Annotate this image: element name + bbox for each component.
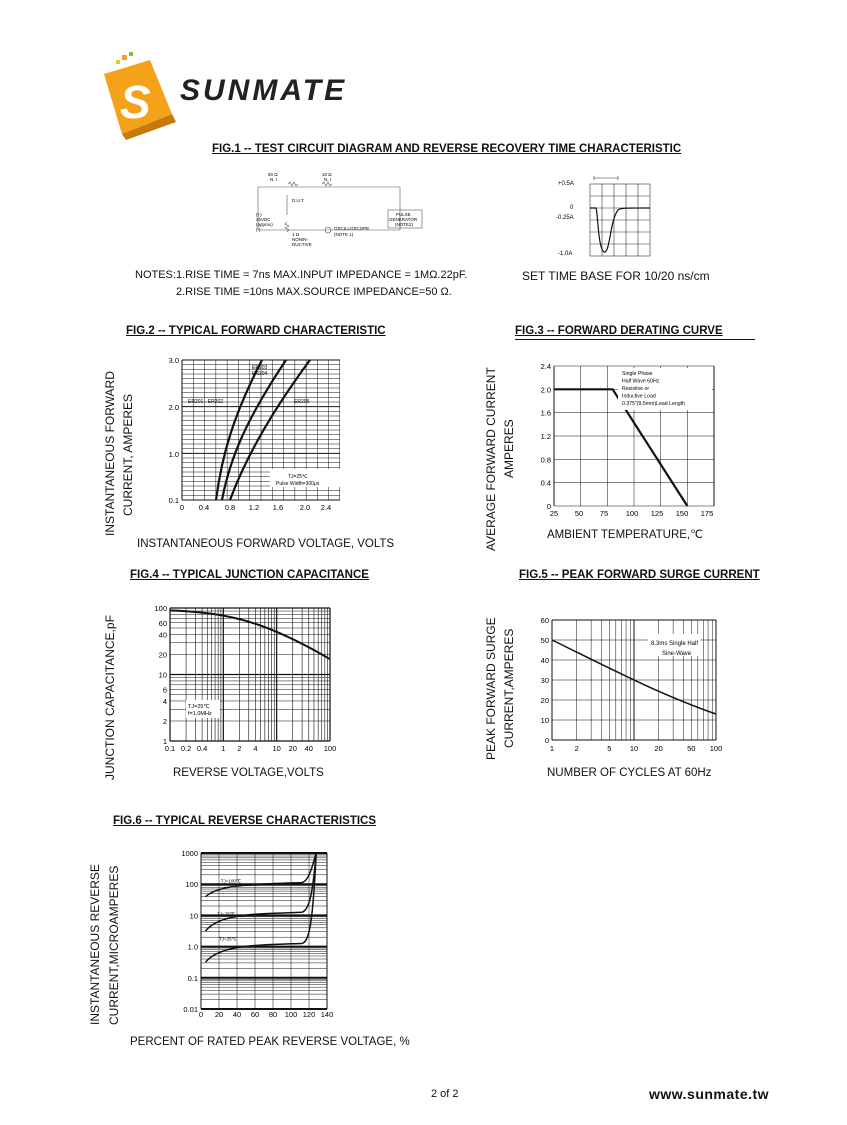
svg-text:NONIN-: NONIN- [292,237,308,242]
fig4-ytick: 100 [154,604,167,613]
svg-text:-1.0A: -1.0A [558,251,573,257]
fig1-timebase: SET TIME BASE FOR 10/20 ns/cm [522,269,710,283]
fig4-title: FIG.4 -- TYPICAL JUNCTION CAPACITANCE [130,569,369,581]
fig3-ytick: 1.2 [540,432,551,441]
fig2-series-label: ER201 - ER202 [188,399,224,405]
fig5-xtick: 50 [687,744,696,753]
svg-text:S: S [120,76,151,128]
fig6-xtick: 20 [214,1010,224,1019]
fig4-xtick: 4 [253,744,258,753]
svg-text:(approx): (approx) [256,222,273,227]
fig6-ylabel-1: INSTANTANEOUS REVERSE [88,864,102,1025]
fig6-ytick: 100 [185,880,198,890]
svg-text:1 Ω: 1 Ω [292,232,300,237]
fig3-xtick: 75 [599,509,609,518]
fig6-series-label: TJ=100℃ [220,878,242,884]
svg-text:(-): (-) [256,227,261,232]
fig6-ylabel-2: CURRENT,MICROAMPERES [107,865,121,1025]
svg-text:(+): (+) [256,212,262,217]
fig4-ytick: 60 [158,618,167,628]
fig5-note-line: 8.3ms Single Half [651,641,699,647]
fig6-title: FIG.6 -- TYPICAL REVERSE CHARACTERISTICS [113,815,377,827]
svg-text:(NOTE2): (NOTE2) [395,222,413,227]
fig3-title-rule [515,339,755,340]
fig2-xlabel: INSTANTANEOUS FORWARD VOLTAGE, VOLTS [137,538,395,550]
fig5-xtick: 1 [549,744,555,753]
fig3-title: FIG.3 -- FORWARD DERATING CURVE [515,325,723,337]
fig6-ytick: 10 [189,911,198,921]
fig1-title: FIG.1 -- TEST CIRCUIT DIAGRAM AND REVERSE RECOVERY TIME CHARACTERISTIC [212,143,682,155]
svg-text:25VDC: 25VDC [256,217,271,222]
fig3-xtick: 150 [675,509,689,518]
fig4-xtick: 0.4 [196,744,208,753]
fig6-ytick: 0.1 [187,973,198,983]
fig4-ytick: 6 [162,685,167,695]
fig3-note-line: Resistive or [622,386,650,392]
fig6-xlabel: PERCENT OF RATED PEAK REVERSE VOLTAGE, % [130,1036,410,1048]
fig1-note-1: NOTES:1.RISE TIME = 7ns MAX.INPUT IMPEDANCE = 1MΩ.22pF. [135,269,468,281]
fig5-xtick: 10 [629,744,639,753]
fig2-series-label: ER206 [294,399,310,405]
fig3-chart [536,356,726,522]
svg-text:-0.25A: -0.25A [556,215,574,221]
fig6-series-label: TJ=25℃ [219,936,237,942]
fig3-xtick: 50 [574,509,584,518]
fig6-ytick: 1.0 [187,942,198,952]
fig2-xtick: 1.6 [272,503,284,512]
fig5-ytick: 40 [540,656,549,665]
logo-mark [92,52,182,142]
fig2-xtick: 1.2 [248,503,260,512]
brand-name: SUNMATE [180,74,348,107]
svg-text:+0.5A: +0.5A [558,181,574,187]
svg-text:N. I: N. I [270,177,278,182]
fig5-chart [530,612,730,757]
fig3-xtick: 125 [650,509,664,518]
fig3-ytick: 2.4 [540,362,551,371]
fig2-ylabel-2: CURRENT, AMPERES [121,393,135,516]
fig6-chart [165,845,345,1020]
fig4-ytick: 4 [162,696,167,706]
fig4-ylabel: JUNCTION CAPACITANCE,pF [103,615,117,780]
fig5-ytick: 50 [540,636,549,645]
fig4-xtick: 1 [221,744,226,753]
fig6-xtick: 80 [268,1010,278,1019]
svg-text:PULSE: PULSE [396,212,411,217]
fig4-legend-temp: TJ=25℃ [188,704,210,710]
svg-text:N. I: N. I [324,177,332,182]
company-logo [92,52,362,142]
fig5-xlabel: NUMBER OF CYCLES AT 60Hz [547,767,712,779]
fig5-ylabel-2: CURRENT,AMPERES [502,628,516,748]
fig5-xtick: 20 [654,744,663,753]
fig5-ylabel-1: PEAK FORWARD SURGE [484,617,498,760]
fig2-ytick: 0.1 [168,496,179,505]
svg-text:OSCILLOSCOPE: OSCILLOSCOPE [334,226,370,231]
fig4-legend-freq: f=1.0MHz [188,711,212,717]
fig2-xtick: 0.8 [224,503,236,512]
svg-text:D.U.T: D.U.T [292,198,304,203]
fig3-ylabel-2: AMPERES [502,419,516,478]
fig4-xtick: 20 [288,744,297,753]
fig4-ytick: 20 [158,650,167,660]
fig4-ytick: 1 [162,737,167,746]
fig4-capacitance-curve [170,610,330,659]
fig3-ytick: 0 [546,502,551,511]
fig5-xtick: 100 [709,744,723,753]
svg-text:(NOTE 1): (NOTE 1) [334,232,354,237]
fig2-ytick: 2.0 [168,403,179,412]
fig4-xtick: 40 [304,744,313,753]
fig2-legend-pulse: Pulse Width=300μs [276,481,320,487]
fig3-note-line: Inductive Load [622,393,656,400]
fig6-xtick: 0 [198,1010,204,1019]
svg-text:DUCTIVE: DUCTIVE [292,242,312,247]
fig3-ylabel-1: AVERAGE FORWARD CURRENT [484,367,498,551]
fig5-ytick: 30 [540,676,549,685]
fig2-ytick: 3.0 [168,356,179,365]
fig5-ytick: 60 [540,616,549,625]
svg-text:0: 0 [570,205,574,211]
page-number: 2 of 2 [431,1088,459,1100]
fig6-xtick: 100 [284,1010,298,1019]
fig6-xtick: 120 [302,1010,316,1019]
fig4-xtick: 100 [323,744,337,753]
fig6-series-curve [206,853,317,931]
fig3-ytick: 0.4 [540,478,551,488]
fig3-note-line: Half Wave 60Hz [622,378,660,385]
fig6-ytick: 1000 [181,849,198,858]
fig5-ytick: 20 [540,696,549,705]
fig1-circuit-diagram [250,170,440,250]
fig3-xlabel: AMBIENT TEMPERATURE,℃ [547,529,704,541]
fig4-xtick: 0.2 [180,744,192,753]
svg-text:GENERATOR: GENERATOR [389,217,418,222]
svg-text:50 Ω: 50 Ω [268,172,278,177]
fig3-xtick: 25 [549,509,559,518]
fig3-xtick: 100 [625,509,639,518]
fig2-ylabel-1: INSTANTANEOUS FORWARD [103,371,117,536]
fig3-ytick: 1.6 [540,408,551,418]
fig1-note-2: 2.RISE TIME =10ns MAX.SOURCE IMPEDANCE=50 Ω. [176,286,452,298]
fig4-ytick: 2 [162,716,167,726]
fig3-note-line: 0.375"(9.5mm)Lead Length [622,401,685,407]
fig5-note-line: Sine-Wave [662,651,692,657]
svg-text:10 Ω: 10 Ω [322,172,332,177]
fig2-title: FIG.2 -- TYPICAL FORWARD CHARACTERISTIC [126,325,386,337]
fig2-xtick: 0.4 [198,503,210,512]
fig1-waveform [552,170,662,260]
fig2-series-label: ER204 [252,371,268,377]
fig4-xlabel: REVERSE VOLTAGE,VOLTS [173,767,324,779]
fig4-xtick: 10 [272,744,281,753]
fig5-xtick: 5 [607,744,612,753]
fig5-title: FIG.5 -- PEAK FORWARD SURGE CURRENT [519,569,760,581]
fig6-xtick: 140 [320,1010,334,1019]
fig6-series-label: TJ=75℃ [217,911,235,917]
fig2-xtick: 0 [179,503,185,512]
fig4-ytick: 10 [158,670,167,680]
fig5-ytick: 10 [540,716,549,725]
fig2-chart [160,354,340,514]
fig6-ytick: 0.01 [183,1005,198,1014]
fig3-note-line: Single Phase [622,371,653,377]
website-url: www.sunmate.tw [649,1086,770,1102]
fig5-ytick: 0 [544,736,549,745]
fig6-xtick: 60 [250,1010,260,1019]
fig2-series-label: ER203 [252,365,268,371]
fig3-xtick: 175 [700,509,714,518]
fig2-ytick: 1.0 [168,450,179,459]
fig4-xtick: 2 [237,744,242,753]
fig6-xtick: 40 [232,1010,242,1019]
fig2-legend-temp: TJ=25℃ [288,474,308,480]
fig2-xtick: 2.4 [320,503,332,512]
fig4-xtick: 0.1 [164,744,176,753]
fig2-xtick: 2.0 [299,503,311,512]
fig5-xtick: 2 [574,744,579,753]
fig3-ytick: 2.0 [540,385,551,395]
fig4-ytick: 40 [158,630,167,640]
fig4-chart [150,600,340,760]
fig3-ytick: 0.8 [540,455,551,465]
